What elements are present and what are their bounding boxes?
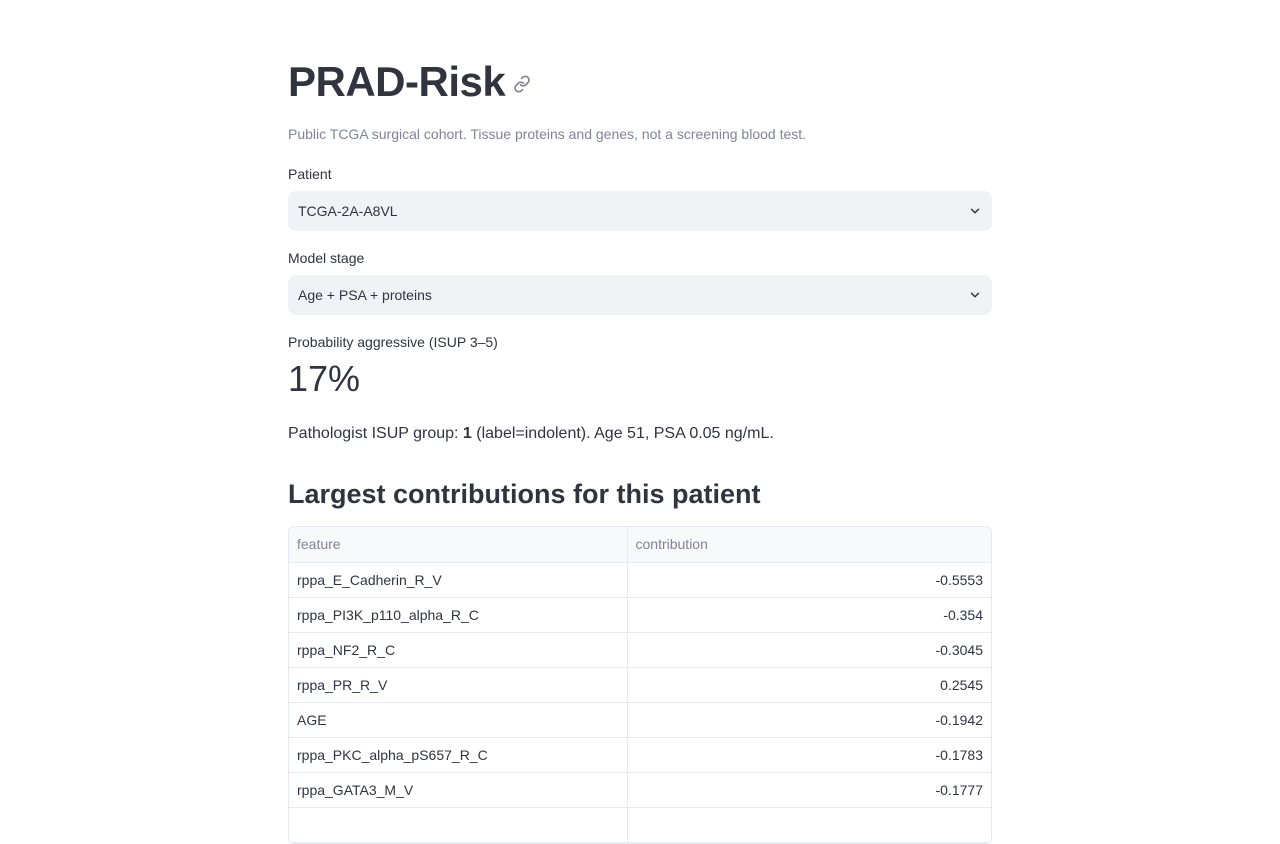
table-row [289, 772, 991, 807]
contribution-cell[interactable]: -0.354 [627, 597, 991, 632]
contribution-cell[interactable]: 0.2545 [627, 667, 991, 702]
summary-suffix: (label=indolent). Age 51, PSA 0.05 ng/mL. [471, 425, 774, 442]
link-icon[interactable] [513, 75, 531, 93]
model-stage-value: Age + PSA + proteins [298, 287, 432, 303]
feature-cell[interactable]: rppa_E_Cadherin_R_V [289, 562, 627, 597]
isup-group-value: 1 [462, 425, 472, 442]
metric-value: 17% [288, 358, 361, 399]
pathology-summary [288, 425, 774, 443]
contribution-cell[interactable]: -0.3045 [627, 632, 991, 667]
model-stage-select[interactable] [288, 275, 992, 315]
feature-cell[interactable] [289, 807, 627, 842]
feature-cell[interactable]: rppa_PR_R_V [289, 667, 627, 702]
table-row [289, 667, 991, 702]
feature-cell[interactable]: rppa_PI3K_p110_alpha_R_C [289, 597, 627, 632]
contribution-cell[interactable]: -0.1942 [627, 702, 991, 737]
title-row [288, 56, 531, 108]
metric-label: Probability aggressive (ISUP 3–5) [288, 334, 498, 350]
summary-prefix: Pathologist ISUP group: [288, 425, 463, 442]
contributions-heading: Largest contributions for this patient [288, 479, 761, 509]
table-header-row [289, 527, 991, 562]
chevron-down-icon [968, 204, 982, 218]
contribution-cell[interactable]: -0.1783 [627, 737, 991, 772]
chevron-down-icon [968, 288, 982, 302]
column-header-contribution[interactable]: contribution [627, 527, 991, 562]
feature-cell[interactable]: rppa_GATA3_M_V [289, 772, 627, 807]
table-row [289, 632, 991, 667]
table-row [289, 597, 991, 632]
patient-select-label: Patient [288, 166, 332, 182]
table-row [289, 737, 991, 772]
table-row [289, 702, 991, 737]
contribution-cell[interactable]: -0.1777 [627, 772, 991, 807]
column-header-feature[interactable]: feature [289, 527, 627, 562]
patient-select[interactable] [288, 191, 992, 231]
feature-cell[interactable]: AGE [289, 702, 627, 737]
table-row [289, 562, 991, 597]
contribution-cell[interactable]: -0.5553 [627, 562, 991, 597]
feature-cell[interactable]: rppa_PKC_alpha_pS657_R_C [289, 737, 627, 772]
contributions-table[interactable] [288, 526, 992, 844]
model-stage-label: Model stage [288, 250, 365, 266]
patient-select-value: TCGA-2A-A8VL [298, 203, 398, 219]
contribution-cell[interactable] [627, 807, 991, 842]
table-row [289, 807, 991, 842]
page-title: PRAD-Risk [288, 58, 506, 105]
page-caption: Public TCGA surgical cohort. Tissue proteins and genes, not a screening blood test. [288, 126, 807, 142]
feature-cell[interactable]: rppa_NF2_R_C [289, 632, 627, 667]
